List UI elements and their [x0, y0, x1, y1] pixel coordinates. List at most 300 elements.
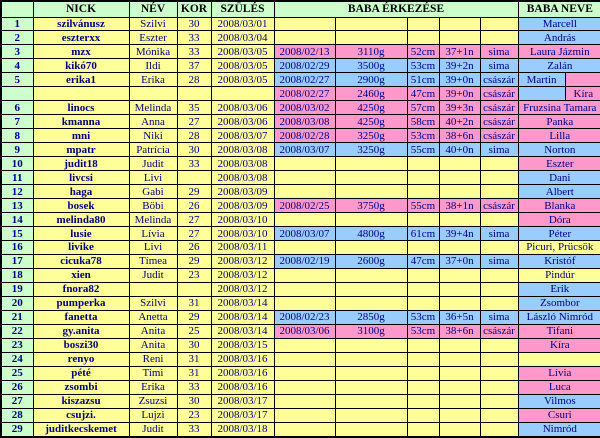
cell-row-number: 21: [1, 310, 33, 324]
cell-baby-name: Lívia: [518, 366, 600, 380]
table-row: [1, 87, 600, 101]
table-row: [1, 282, 600, 296]
cell-baby-name: Csuri: [518, 408, 600, 422]
cell-nick: pété: [33, 366, 129, 380]
cell-arrival-weeks: 39+2n: [439, 59, 480, 73]
cell-row-number: 10: [1, 157, 33, 171]
cell-szules: 2008/03/16: [211, 366, 274, 380]
cell-arrival-mode: császár: [480, 199, 518, 213]
cell-baby-name: Nimród: [518, 422, 600, 437]
cell-arrival-weeks: 40+0n: [439, 143, 480, 157]
cell-baby-name: Erik: [518, 282, 600, 296]
table-row: [1, 408, 600, 422]
cell-baby-name: Péter: [518, 227, 600, 241]
header-baba-neve: BABA NEVE: [518, 1, 600, 17]
cell-kor: 28: [177, 129, 211, 143]
cell-arrival-date: [274, 31, 335, 45]
table-row: [1, 199, 600, 213]
cell-baby-name: Tifani: [518, 324, 600, 338]
cell-nev: Livi: [129, 241, 177, 255]
cell-arrival-mode: [480, 408, 518, 422]
cell-nick: haga: [33, 185, 129, 199]
cell-nev: Szilvi: [129, 296, 177, 310]
cell-kor: 29: [177, 254, 211, 268]
cell-nev: Tímea: [129, 254, 177, 268]
cell-row-number: [1, 87, 33, 101]
cell-szules: 2008/03/16: [211, 352, 274, 366]
cell-arrival-mode: sima: [480, 143, 518, 157]
cell-arrival-date: [274, 366, 335, 380]
cell-nick: xien: [33, 268, 129, 282]
cell-arrival-weeks: 39+0n: [439, 87, 480, 101]
cell-arrival-length: [407, 282, 439, 296]
cell-szules: 2008/03/06: [211, 115, 274, 129]
cell-szules: 2008/03/04: [211, 31, 274, 45]
cell-nick: renyo: [33, 352, 129, 366]
cell-arrival-weight: [335, 296, 407, 310]
cell-row-number: 17: [1, 254, 33, 268]
cell-arrival-length: 47cm: [407, 254, 439, 268]
cell-row-number: 13: [1, 199, 33, 213]
cell-arrival-weight: [335, 268, 407, 282]
cell-arrival-length: 53cm: [407, 324, 439, 338]
cell-nev: Anetta: [129, 310, 177, 324]
cell-szules: 2008/03/08: [211, 171, 274, 185]
cell-arrival-date: [274, 282, 335, 296]
cell-nick: [33, 87, 129, 101]
cell-arrival-mode: [480, 268, 518, 282]
cell-szules: 2008/03/05: [211, 73, 274, 87]
cell-arrival-length: 55cm: [407, 199, 439, 213]
cell-arrival-mode: császár: [480, 101, 518, 115]
cell-row-number: 8: [1, 129, 33, 143]
cell-row-number: 7: [1, 115, 33, 129]
cell-szules: 2008/03/11: [211, 241, 274, 255]
cell-arrival-mode: császár: [480, 73, 518, 87]
cell-nick: livike: [33, 241, 129, 255]
cell-arrival-weight: [335, 185, 407, 199]
cell-baby-name: Panka: [518, 115, 600, 129]
cell-row-number: 16: [1, 241, 33, 255]
cell-arrival-mode: [480, 296, 518, 310]
cell-arrival-weight: [335, 380, 407, 394]
cell-arrival-weeks: [439, 366, 480, 380]
cell-baby-name: László Nimród: [518, 310, 600, 324]
table-row: [1, 227, 600, 241]
cell-nev: Melinda: [129, 101, 177, 115]
cell-arrival-weight: 4250g: [335, 101, 407, 115]
cell-row-number: 26: [1, 380, 33, 394]
table-row: [1, 254, 600, 268]
cell-szules: 2008/03/07: [211, 129, 274, 143]
cell-arrival-weight: [335, 213, 407, 227]
cell-nick: gy.anita: [33, 324, 129, 338]
cell-arrival-weight: [335, 282, 407, 296]
cell-baby-name: Fruzsina Tamara: [518, 101, 600, 115]
cell-arrival-weeks: 36+5n: [439, 310, 480, 324]
table-body: [1, 17, 600, 437]
table-row: [1, 73, 600, 87]
cell-kor: 23: [177, 408, 211, 422]
table-row: [1, 129, 600, 143]
cell-nick: boszi30: [33, 338, 129, 352]
cell-kor: 35: [177, 101, 211, 115]
cell-kor: 27: [177, 213, 211, 227]
cell-nev: [129, 282, 177, 296]
cell-arrival-date: [274, 296, 335, 310]
cell-arrival-weeks: [439, 241, 480, 255]
header-row-number: [1, 1, 33, 17]
cell-szules: 2008/03/16: [211, 380, 274, 394]
cell-arrival-weight: [335, 408, 407, 422]
cell-arrival-date: 2008/02/27: [274, 87, 335, 101]
cell-arrival-length: [407, 185, 439, 199]
cell-arrival-length: [407, 394, 439, 408]
cell-szules: 2008/03/05: [211, 59, 274, 73]
cell-arrival-mode: sima: [480, 45, 518, 59]
cell-szules: 2008/03/17: [211, 408, 274, 422]
cell-szules: 2008/03/01: [211, 17, 274, 31]
cell-arrival-length: 57cm: [407, 101, 439, 115]
cell-arrival-weeks: 37+0n: [439, 254, 480, 268]
cell-arrival-weeks: 38+6n: [439, 324, 480, 338]
cell-row-number: 5: [1, 73, 33, 87]
cell-nev: Timi: [129, 366, 177, 380]
cell-arrival-date: 2008/02/13: [274, 45, 335, 59]
cell-nick: erika1: [33, 73, 129, 87]
cell-row-number: 29: [1, 422, 33, 437]
cell-nick: kmanna: [33, 115, 129, 129]
cell-arrival-date: [274, 352, 335, 366]
cell-arrival-weight: [335, 352, 407, 366]
cell-arrival-weight: [335, 338, 407, 352]
table-row: [1, 422, 600, 437]
cell-arrival-weeks: [439, 171, 480, 185]
cell-row-number: 1: [1, 17, 33, 31]
table-row: [1, 101, 600, 115]
cell-arrival-mode: [480, 157, 518, 171]
cell-baby-name: Kíra: [565, 87, 600, 101]
cell-arrival-length: [407, 296, 439, 310]
cell-nev: [129, 87, 177, 101]
cell-baby-name: Pindúr: [518, 268, 600, 282]
cell-arrival-weight: 3250g: [335, 143, 407, 157]
cell-nev: Ildi: [129, 59, 177, 73]
cell-arrival-weeks: [439, 31, 480, 45]
cell-nev: Reni: [129, 352, 177, 366]
cell-arrival-weight: 3100g: [335, 324, 407, 338]
cell-arrival-weight: [335, 171, 407, 185]
cell-baby-name: Albert: [518, 185, 600, 199]
cell-arrival-weeks: [439, 185, 480, 199]
cell-nev: Mónika: [129, 45, 177, 59]
cell-nev: Lívia: [129, 227, 177, 241]
cell-szules: 2008/03/10: [211, 213, 274, 227]
cell-nev: Erika: [129, 73, 177, 87]
cell-szules: 2008/03/14: [211, 296, 274, 310]
cell-arrival-mode: [480, 366, 518, 380]
cell-arrival-mode: [480, 17, 518, 31]
table-row: [1, 171, 600, 185]
cell-arrival-date: [274, 422, 335, 437]
cell-nev: Livi: [129, 171, 177, 185]
cell-nick: kiszazsu: [33, 394, 129, 408]
table-row: [1, 310, 600, 324]
cell-baby-name: Kíra: [518, 338, 600, 352]
cell-baby-name: Luca: [518, 380, 600, 394]
cell-arrival-weight: [335, 31, 407, 45]
cell-kor: [177, 171, 211, 185]
cell-nick: mni: [33, 129, 129, 143]
cell-baby-name: Norton: [518, 143, 600, 157]
cell-szules: 2008/03/12: [211, 254, 274, 268]
table-row: [1, 366, 600, 380]
cell-row-number: 12: [1, 185, 33, 199]
cell-kor: 33: [177, 380, 211, 394]
cell-arrival-length: [407, 213, 439, 227]
cell-baby-name: [518, 352, 600, 366]
table-row: [1, 143, 600, 157]
cell-arrival-length: 53cm: [407, 310, 439, 324]
table-row: [1, 352, 600, 366]
cell-arrival-date: [274, 338, 335, 352]
cell-kor: [177, 282, 211, 296]
cell-arrival-length: [407, 17, 439, 31]
cell-kor: 26: [177, 199, 211, 213]
cell-nick: bosek: [33, 199, 129, 213]
cell-arrival-weeks: [439, 296, 480, 310]
cell-arrival-date: 2008/03/06: [274, 324, 335, 338]
cell-szules: 2008/03/09: [211, 185, 274, 199]
cell-arrival-weeks: [439, 268, 480, 282]
cell-arrival-weeks: 39+3n: [439, 101, 480, 115]
cell-arrival-weight: [335, 241, 407, 255]
cell-arrival-weeks: 40+2n: [439, 115, 480, 129]
cell-row-number: 3: [1, 45, 33, 59]
cell-arrival-mode: sima: [480, 254, 518, 268]
cell-arrival-weeks: [439, 352, 480, 366]
cell-szules: 2008/03/08: [211, 157, 274, 171]
cell-nick: melinda80: [33, 213, 129, 227]
table-row: [1, 324, 600, 338]
cell-arrival-weeks: 38+6n: [439, 129, 480, 143]
cell-arrival-date: 2008/02/29: [274, 59, 335, 73]
cell-kor: 30: [177, 17, 211, 31]
cell-nick: cicuka78: [33, 254, 129, 268]
cell-kor: 33: [177, 45, 211, 59]
cell-kor: 28: [177, 73, 211, 87]
cell-kor: 37: [177, 59, 211, 73]
cell-baby-name: Kristóf: [518, 254, 600, 268]
cell-baby-name: Lilla: [518, 129, 600, 143]
table-row: [1, 213, 600, 227]
cell-arrival-date: 2008/02/25: [274, 199, 335, 213]
cell-arrival-weeks: [439, 338, 480, 352]
cell-nev: Zsuzsi: [129, 394, 177, 408]
cell-arrival-mode: [480, 213, 518, 227]
cell-baby-name: Vilmos: [518, 394, 600, 408]
table-row: [1, 338, 600, 352]
cell-kor: 27: [177, 227, 211, 241]
cell-arrival-date: 2008/03/07: [274, 227, 335, 241]
table-row: [1, 241, 600, 255]
cell-kor: 30: [177, 338, 211, 352]
header-baba-erkezese: BABA ÉRKEZÉSE: [274, 1, 518, 17]
cell-arrival-date: [274, 241, 335, 255]
cell-arrival-length: 61cm: [407, 227, 439, 241]
cell-nev: Judit: [129, 157, 177, 171]
cell-arrival-mode: [480, 380, 518, 394]
cell-szules: 2008/03/12: [211, 282, 274, 296]
cell-arrival-weight: [335, 17, 407, 31]
cell-row-number: 28: [1, 408, 33, 422]
cell-kor: 30: [177, 143, 211, 157]
cell-arrival-mode: [480, 352, 518, 366]
cell-nick: fanetta: [33, 310, 129, 324]
cell-nev: Erika: [129, 380, 177, 394]
cell-nev: Böbi: [129, 199, 177, 213]
cell-arrival-date: 2008/03/08: [274, 115, 335, 129]
cell-nev: Eszter: [129, 31, 177, 45]
cell-arrival-date: 2008/03/07: [274, 143, 335, 157]
cell-nick: judit18: [33, 157, 129, 171]
cell-kor: 29: [177, 310, 211, 324]
cell-arrival-date: [274, 171, 335, 185]
cell-arrival-weeks: [439, 213, 480, 227]
cell-nick: mpatr: [33, 143, 129, 157]
cell-arrival-date: 2008/03/02: [274, 101, 335, 115]
cell-szules: 2008/03/12: [211, 268, 274, 282]
cell-szules: 2008/03/10: [211, 227, 274, 241]
cell-arrival-weight: 2850g: [335, 310, 407, 324]
cell-baby-name: Eszter: [518, 157, 600, 171]
cell-arrival-date: [274, 213, 335, 227]
cell-arrival-weeks: [439, 17, 480, 31]
cell-nev: Anita: [129, 324, 177, 338]
cell-arrival-weight: 3500g: [335, 59, 407, 73]
cell-arrival-weight: 3750g: [335, 199, 407, 213]
cell-arrival-weight: [335, 394, 407, 408]
cell-row-number: 6: [1, 101, 33, 115]
cell-row-number: 11: [1, 171, 33, 185]
cell-arrival-mode: sima: [480, 59, 518, 73]
cell-row-number: 9: [1, 143, 33, 157]
cell-arrival-length: 53cm: [407, 129, 439, 143]
cell-arrival-mode: [480, 338, 518, 352]
cell-arrival-date: [274, 380, 335, 394]
cell-nev: Patrícia: [129, 143, 177, 157]
table-row: [1, 380, 600, 394]
cell-arrival-weeks: [439, 408, 480, 422]
cell-arrival-mode: sima: [480, 310, 518, 324]
cell-szules: 2008/03/08: [211, 143, 274, 157]
cell-nick: eszterxx: [33, 31, 129, 45]
cell-arrival-date: [274, 17, 335, 31]
cell-baby-name: [518, 87, 565, 101]
cell-row-number: 14: [1, 213, 33, 227]
cell-szules: 2008/03/09: [211, 199, 274, 213]
header-kor: KOR: [177, 1, 211, 17]
cell-arrival-mode: [480, 185, 518, 199]
cell-baby-name: Marcell: [518, 17, 600, 31]
cell-arrival-date: [274, 394, 335, 408]
cell-kor: 31: [177, 352, 211, 366]
cell-arrival-date: [274, 408, 335, 422]
cell-kor: 33: [177, 31, 211, 45]
cell-arrival-length: [407, 31, 439, 45]
cell-arrival-weeks: 39+4n: [439, 227, 480, 241]
cell-arrival-weeks: 37+1n: [439, 45, 480, 59]
cell-nick: livcsi: [33, 171, 129, 185]
cell-baby-name: Zalán: [518, 59, 600, 73]
cell-arrival-weight: 2900g: [335, 73, 407, 87]
table-row: [1, 115, 600, 129]
cell-arrival-length: [407, 338, 439, 352]
cell-arrival-date: 2008/02/28: [274, 129, 335, 143]
cell-nev: Gabi: [129, 185, 177, 199]
cell-arrival-date: [274, 157, 335, 171]
cell-arrival-weight: 3250g: [335, 129, 407, 143]
cell-szules: 2008/03/15: [211, 338, 274, 352]
cell-nick: szilvánusz: [33, 17, 129, 31]
header-nev: NÉV: [129, 1, 177, 17]
cell-row-number: 23: [1, 338, 33, 352]
cell-baby-name: Dóra: [518, 213, 600, 227]
table-row: [1, 185, 600, 199]
cell-nick: kikó70: [33, 59, 129, 73]
cell-arrival-weight: [335, 366, 407, 380]
cell-nick: zsombi: [33, 380, 129, 394]
cell-row-number: 22: [1, 324, 33, 338]
table-row: [1, 45, 600, 59]
cell-arrival-length: 53cm: [407, 59, 439, 73]
table-row: [1, 157, 600, 171]
cell-arrival-length: [407, 171, 439, 185]
cell-arrival-length: [407, 268, 439, 282]
cell-arrival-length: [407, 157, 439, 171]
cell-row-number: 4: [1, 59, 33, 73]
cell-arrival-length: 58cm: [407, 115, 439, 129]
cell-arrival-length: [407, 366, 439, 380]
cell-row-number: 25: [1, 366, 33, 380]
cell-nick: linocs: [33, 101, 129, 115]
cell-kor: [177, 87, 211, 101]
cell-arrival-weeks: 38+1n: [439, 199, 480, 213]
cell-arrival-mode: császár: [480, 87, 518, 101]
cell-nev: Anita: [129, 338, 177, 352]
table-row: [1, 17, 600, 31]
cell-nick: pumperka: [33, 296, 129, 310]
cell-arrival-weeks: 39+0n: [439, 73, 480, 87]
cell-szules: 2008/03/18: [211, 422, 274, 437]
cell-row-number: 20: [1, 296, 33, 310]
cell-arrival-mode: [480, 171, 518, 185]
cell-arrival-weeks: [439, 394, 480, 408]
cell-nick: mzx: [33, 45, 129, 59]
cell-nev: Lujzi: [129, 408, 177, 422]
cell-arrival-length: [407, 380, 439, 394]
cell-kor: 26: [177, 241, 211, 255]
cell-row-number: 24: [1, 352, 33, 366]
header-nick: NICK: [33, 1, 129, 17]
cell-arrival-mode: [480, 422, 518, 437]
cell-arrival-length: 47cm: [407, 87, 439, 101]
cell-baby-name: Zsombor: [518, 296, 600, 310]
header-row: [1, 1, 600, 17]
cell-arrival-mode: császár: [480, 115, 518, 129]
cell-nev: Niki: [129, 129, 177, 143]
cell-arrival-weight: 2460g: [335, 87, 407, 101]
